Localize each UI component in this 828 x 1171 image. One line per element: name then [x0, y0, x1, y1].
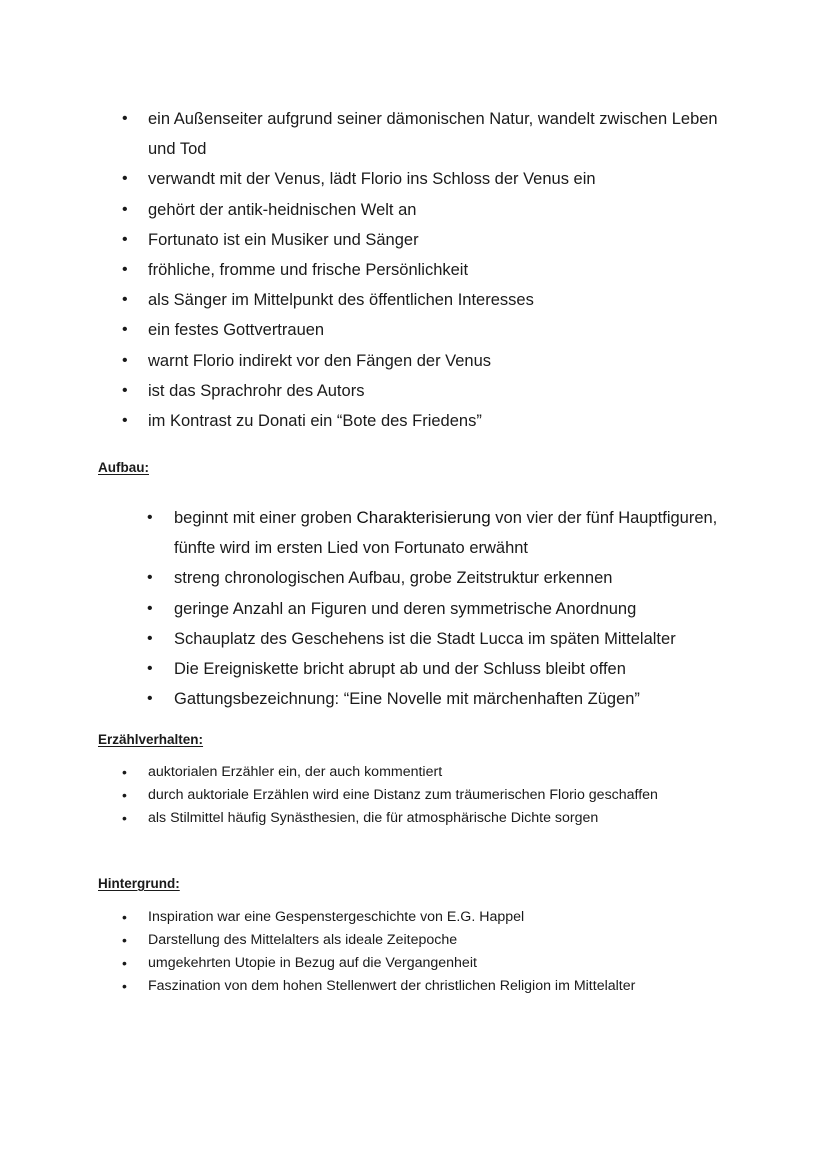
bullet-icon: •: [122, 810, 127, 826]
aufbau-heading: Aufbau:: [98, 460, 149, 475]
bullet-icon: •: [122, 412, 128, 430]
bullet-icon: •: [122, 787, 127, 803]
character-list: [122, 104, 738, 436]
bullet-icon: •: [122, 110, 128, 127]
list-item-text: geringe Anzahl an Figuren und deren symmetrische Anordnung: [174, 599, 637, 618]
list-item: [122, 285, 738, 315]
bullet-icon: •: [122, 978, 127, 994]
list-item-text: Inspiration war eine Gespenstergeschichte von E.G. Happel: [148, 909, 525, 925]
list-item: [122, 315, 738, 345]
list-item-text: als Sänger im Mittelpunkt des öffentlichen Interesses: [148, 291, 534, 310]
list-item: [122, 929, 748, 952]
bullet-icon: •: [122, 170, 128, 188]
list-item-text: durch auktoriale Erzählen wird eine Distanz zum träumerischen Florio geschaffen: [148, 787, 658, 803]
bullet-icon: •: [122, 764, 127, 780]
list-item: [147, 594, 734, 624]
list-item-text-start: beginnt mit einer groben: [174, 509, 357, 527]
list-item-text: warnt Florio indirekt vor den Fängen der Venus: [148, 351, 492, 370]
bullet-icon: •: [147, 690, 153, 708]
list-item: [122, 225, 738, 255]
list-item: [147, 654, 734, 684]
list-item-text: als Stilmittel häufig Synästhesien, die für atmosphärische Dichte sorgen: [148, 810, 599, 826]
bullet-icon: •: [122, 932, 127, 948]
list-item-text-end: von vier der fünf Hauptfiguren, fünfte wird im ersten Lied von Fortunato erwähnt: [174, 509, 718, 558]
list-item: [147, 503, 734, 563]
list-item-text: ein Außenseiter aufgrund seiner dämonischen Natur, wandelt zwischen Leben und Tod: [148, 110, 718, 159]
list-item: [122, 346, 738, 376]
list-item-text: ist das Sprachrohr des Autors: [148, 381, 365, 400]
list-item-text: fröhliche, fromme und frische Persönlichkeit: [148, 261, 469, 280]
bullet-icon: •: [122, 909, 127, 925]
list-item-text: auktorialen Erzähler ein, der auch kommentiert: [148, 764, 443, 780]
bullet-icon: •: [122, 200, 128, 218]
bullet-icon: •: [122, 321, 128, 339]
hintergrund-heading: Hintergrund:: [98, 876, 180, 891]
list-item: [122, 164, 738, 194]
bullet-icon: •: [122, 291, 128, 309]
emphasized-term: Charakterisierung: [356, 508, 491, 527]
bullet-icon: •: [122, 230, 128, 248]
list-item: [122, 104, 738, 164]
list-item: [122, 406, 738, 436]
list-item: [122, 784, 748, 807]
hintergrund-list: [122, 906, 748, 998]
list-item-text: Die Ereigniskette bricht abrupt ab und der Schluss bleibt offen: [174, 660, 626, 679]
bullet-icon: •: [147, 629, 153, 647]
list-item: [147, 563, 734, 593]
list-item: [122, 376, 738, 406]
bullet-icon: •: [147, 569, 153, 587]
list-item-text: Gattungsbezeichnung: “Eine Novelle mit märchenhaften Zügen”: [174, 690, 640, 709]
list-item: [122, 255, 738, 285]
bullet-icon: •: [122, 261, 128, 279]
bullet-icon: •: [122, 955, 127, 971]
bullet-icon: •: [147, 599, 153, 617]
aufbau-list: [147, 503, 734, 714]
list-item-text: verwandt mit der Venus, lädt Florio ins Schloss der Venus ein: [148, 170, 596, 189]
list-item-text: Schauplatz des Geschehens ist die Stadt Lucca im späten Mittelalter: [174, 629, 676, 648]
list-item-text: umgekehrten Utopie in Bezug auf die Vergangenheit: [148, 955, 477, 971]
bullet-icon: •: [147, 660, 153, 678]
list-item: [122, 952, 748, 975]
bullet-icon: •: [122, 381, 128, 399]
list-item: [122, 195, 738, 225]
erzaehlverhalten-heading: Erzählverhalten:: [98, 732, 204, 747]
list-item-text: Faszination von dem hohen Stellenwert der christlichen Religion im Mittelalter: [148, 978, 636, 994]
list-item: [147, 684, 734, 714]
list-item: [122, 906, 748, 929]
list-item: [122, 807, 748, 830]
list-item-text: Fortunato ist ein Musiker und Sänger: [148, 230, 419, 249]
list-item-text: im Kontrast zu Donati ein “Bote des Friedens”: [148, 412, 482, 431]
list-item-text: gehört der antik-heidnischen Welt an: [148, 200, 417, 219]
bullet-icon: •: [147, 509, 153, 526]
list-item-text: Darstellung des Mittelalters als ideale Zeitepoche: [148, 932, 458, 948]
list-item-text: streng chronologischen Aufbau, grobe Zeitstruktur erkennen: [174, 569, 613, 588]
list-item: [122, 761, 748, 784]
list-item: [147, 624, 734, 654]
list-item: [122, 975, 748, 998]
erzaehlverhalten-list: [122, 761, 748, 830]
bullet-icon: •: [122, 351, 128, 369]
list-item-text: ein festes Gottvertrauen: [148, 321, 325, 340]
